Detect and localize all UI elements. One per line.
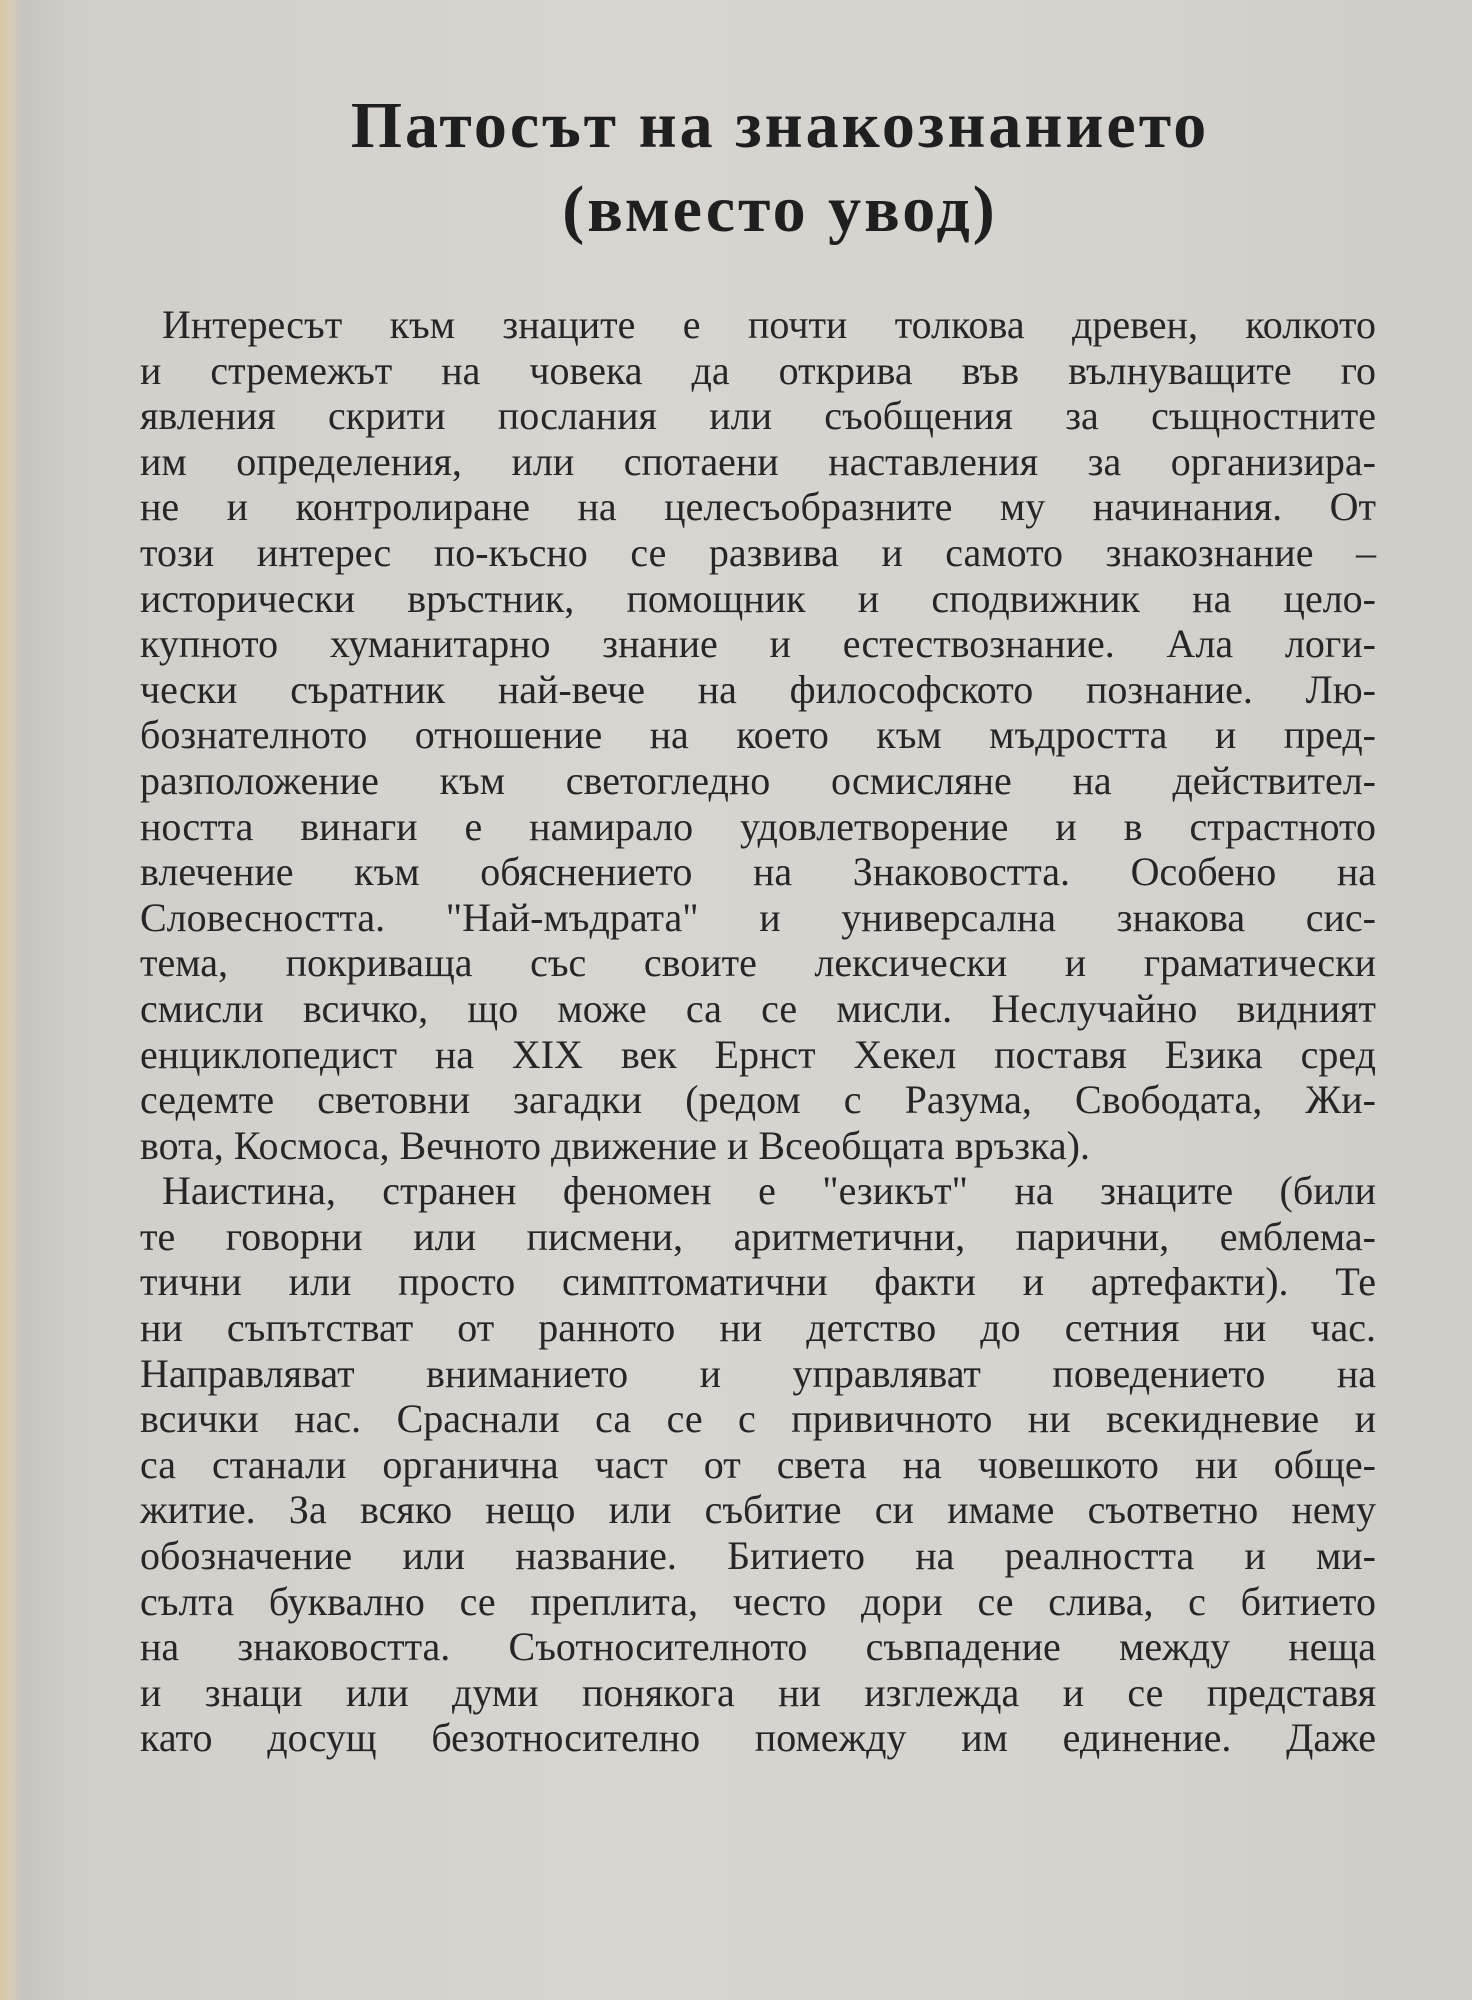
text-line: разположение към светогледно осмисляне на действител- xyxy=(140,757,1376,803)
text-line: този интерес по-късно се развива и самото знакознание – xyxy=(140,529,1376,575)
text-line: влечение към обяснението на Знаковостта. Особено на xyxy=(140,849,1376,895)
paragraph-2 xyxy=(140,1168,1376,1761)
text-line: не и контролиране на целесъобразните му начинания. От xyxy=(140,484,1376,530)
text-line: те говорни или писмени, аритметични, парични, емблема- xyxy=(140,1213,1376,1259)
paragraph-1 xyxy=(140,302,1376,1168)
text-line: бознателното отношение на което към мъдростта и пред- xyxy=(140,712,1376,758)
text-line: ни съпътстват от ранното ни детство до сетния ни час. xyxy=(140,1305,1376,1351)
text-line: тема, покриваща със своите лексически и граматически xyxy=(140,940,1376,986)
text-line: житие. За всяко нещо или събитие си имаме съответно нему xyxy=(140,1487,1376,1533)
chapter-title-line-2: (вместо увод) xyxy=(562,173,998,247)
text-line: и стремежът на човека да открива във вълнуващите го xyxy=(140,347,1376,393)
text-line: исторически връстник, помощник и сподвижник на цело- xyxy=(140,575,1376,621)
chapter-title-line-1: Патосът на знакознанието xyxy=(350,89,1210,163)
text-line: са станали органична част от света на човешкото ни обще- xyxy=(140,1441,1376,1487)
text-line: Интересът към знаците е почти толкова древен, колкото xyxy=(162,302,1376,347)
text-line: чески съратник най-вече на философското познание. Лю- xyxy=(140,666,1376,712)
chapter-title xyxy=(0,84,1472,252)
text-line: като досущ безотносително помежду им единение. Даже xyxy=(140,1715,1376,1761)
text-line: смисли всичко, що може са се мисли. Неслучайно видният xyxy=(140,985,1376,1031)
text-line: Словесността. "Най-мъдрата" и универсална знакова сис- xyxy=(140,894,1376,940)
text-line: и знаци или думи понякога ни изглежда и се представя xyxy=(140,1669,1376,1715)
text-line: купното хуманитарно знание и естествознание. Ала логи- xyxy=(140,621,1376,667)
text-line: всички нас. Сраснали са се с привичното ни всекидневие и xyxy=(140,1396,1376,1442)
text-line: вота, Космоса, Вечното движение и Всеобщата връзка). xyxy=(140,1122,1090,1168)
text-line: ността винаги е намирало удовлетворение и в страстното xyxy=(140,803,1376,849)
text-line: сълта буквално се преплита, често дори се слива, с битието xyxy=(140,1578,1376,1624)
body-text xyxy=(140,302,1376,1761)
text-line: тични или просто симптоматични факти и артефакти). Те xyxy=(140,1259,1376,1305)
text-line: Наистина, странен феномен е "езикът" на знаците (били xyxy=(162,1168,1376,1214)
text-line: им определения, или спотаени наставления за организира- xyxy=(140,438,1376,484)
text-line: Направляват вниманието и управляват поведението на xyxy=(140,1350,1376,1396)
text-line: седемте световни загадки (редом с Разума, Свободата, Жи- xyxy=(140,1077,1376,1123)
text-line: явления скрити послания или съобщения за същностните xyxy=(140,393,1376,439)
text-line: на знаковостта. Съотносителното съвпадение между неща xyxy=(140,1624,1376,1670)
page-left-edge xyxy=(0,0,22,2000)
text-line: енциклопедист на XIX век Ернст Хекел поставя Езика сред xyxy=(140,1031,1376,1077)
text-line: обозначение или название. Битието на реалността и ми- xyxy=(140,1533,1376,1579)
